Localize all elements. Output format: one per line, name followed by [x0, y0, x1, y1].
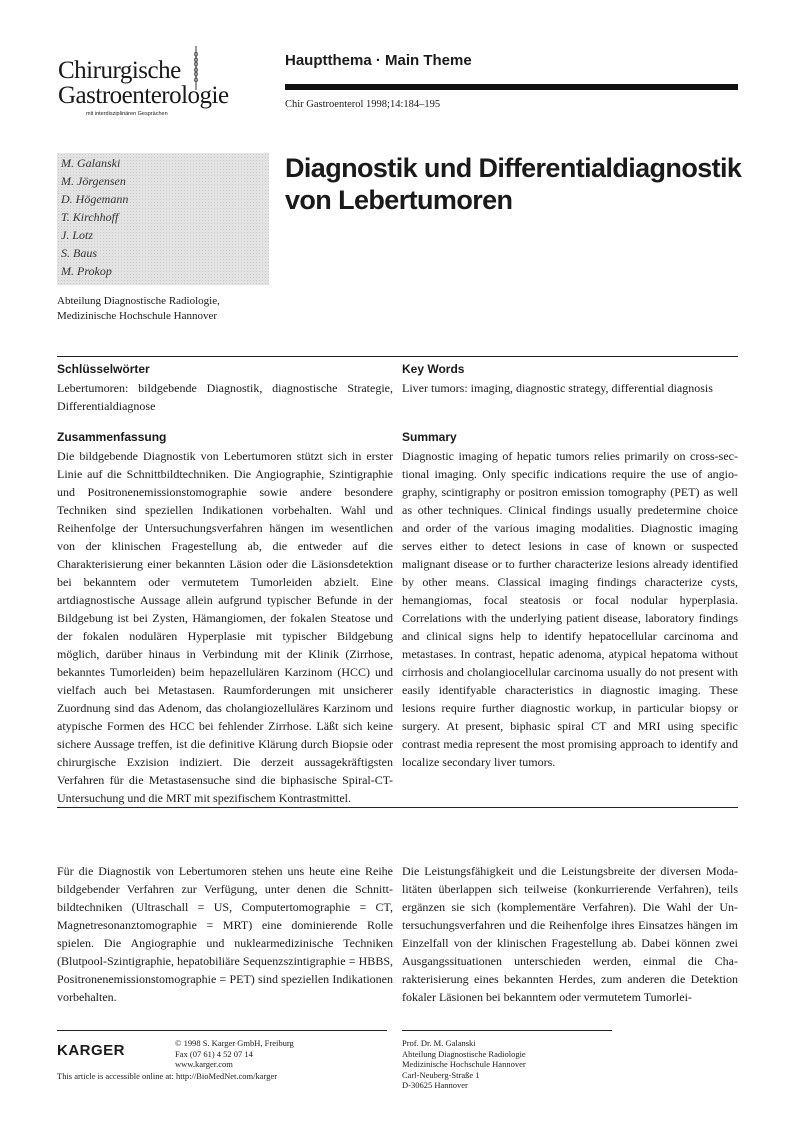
- author-name: D. Högemann: [61, 192, 129, 206]
- abstract-de-text: Die bildgebende Diagnostik von Lebertumoren stützt sich in erster Linie auf die Schnittbildtechniken. Die Angiographie, Szintigraphie und Positronenemissionstomographie sowie andere besondere Techniken sind speziellen Indikationen vorbehalten. Wahl und Reihenfolge der Untersuchungsverfahren hängen im wesentlichen von der klinischen Fragestellung ab, die entweder auf die Charakterisierung einer bekannten Läsion oder die Läsionsdetektion bei bekanntem oder vermutetem Tumorleiden abzielt. Eine artdiagnostische Aussage allein aufgrund typischer Befunde in der Bildgebung ist bei Zysten, Hämangiomen, der fokalen Steatose und der fokalen nodulären Hyperplasie mit typischer Bildgebung möglich, darüber hinaus in Verbindung mit der Klinik (Zirrhose, bekanntes Tumorleiden) beim hepazellulären Karzinom (HCC) und vielfach auch bei Metastasen. Raumforderungen mit unsicherer Zuordnung sind das Adenom, das cholangiozelluläres Karzinom und atypische Formen des HCC bei fehlender Zirrhose. Läßt sich keine sichere Aussage treffen, ist die definitive Klärung durch Biopsie oder chirurgische Exzision indiziert. Die derzeit aussagekräftigsten Verfahren für die Metastasensuche sind die biphasische Spiral-CT-Untersuchung und die MRT mit spezifischem Kontrastmittel.: [57, 449, 393, 805]
- copyright: © 1998 S. Karger GmbH, Freiburg: [175, 1038, 294, 1048]
- affiliation-line: Medizinische Hochschule Hannover: [57, 310, 218, 322]
- footer-rule: [57, 1030, 387, 1031]
- title-line: von Lebertumoren: [285, 185, 513, 215]
- karger-logo: KARGER: [57, 1042, 126, 1059]
- affiliation: [57, 294, 220, 324]
- logo-title-line1: Chirurgische: [58, 57, 181, 84]
- footer-rule: [402, 1030, 612, 1031]
- journal-logo: [58, 58, 238, 124]
- address-line: Carl-Neuberg-Straße 1: [402, 1069, 480, 1080]
- website: www.karger.com: [175, 1059, 233, 1069]
- correspondence-address: [402, 1038, 526, 1091]
- logo-title-line2: Gastroenterologie: [58, 82, 229, 109]
- keywords-en-heading: Key Words: [402, 362, 465, 376]
- author-name: M. Prokop: [61, 264, 112, 278]
- author-name: M. Jörgensen: [61, 174, 126, 188]
- online-note: This article is accessible online at: http://BioMedNet.com/karger: [57, 1071, 278, 1081]
- caduceus-icon: [188, 46, 204, 90]
- abstract-en-text: Diagnostic imaging of hepatic tumors relies primarily on cross-sectional imaging. Only specific indications require the use of angiography, scintigraphy or positron emission tomography (PET) as well as other techniques. Clinical findings usually predetermine choice and order of the various imaging modalities. Diagnostic imaging serves either to detect lesions in case of known or suspected malignant disease or to further characterize lesions already identified by other means. Classical imaging findings characterize cysts, hemangiomas, focal steatosis or focal nodular hyperplasia. Correlations with the underlying patient disease, laboratory findings and clinical signs help to identify hepatocellular carcinoma and metastases. In contrast, hepatic adenoma, atypical hepatoma without cirrhosis and cholangiocellular carcinoma usually do not present with easily identifyable characteristics in diagnostic imaging. These lesions require further diagnostic workup, in particular biopsy or surgery. At present, biphasic spiral CT and MRI using specific contrast media represent the most promising approach to identify and localize secondary liver tumors.: [402, 449, 738, 769]
- author-name: T. Kirchhoff: [61, 210, 119, 224]
- keywords-de-heading: Schlüsselwörter: [57, 362, 150, 376]
- affiliation-line: Abteilung Diagnostische Radiologie,: [57, 295, 220, 307]
- abstract-de-heading: Zusammenfassung: [57, 430, 167, 444]
- logo-subtitle: mit interdisziplinären Gesprächen: [86, 111, 168, 117]
- address-line: Abteilung Diagnostische Radiologie: [402, 1048, 526, 1059]
- section-rule: [57, 807, 738, 808]
- body-text-left: Für die Diagnostik von Lebertumoren stehen uns heute eine Reihe bildgebender Verfahren zur Verfügung, unter denen die Schnittbildtechniken (Ultraschall = US, Computertomographie = CT, Magnetresonanztomographie = MRT) eine dominierende Rolle spielen. Die Angiographie und nuklearmedizinische Techniken (Blutpool-Szintigraphie, hepatobiliäre Sequenzszintigraphie = HBBS, Positronenemissionstomographie = PET) sind speziellen Indikationen vorbehalten.: [57, 864, 393, 1004]
- address-line: D-30625 Hannover: [402, 1080, 468, 1090]
- abstract-en-heading: Summary: [402, 430, 457, 444]
- fax: Fax (07 61) 4 52 07 14: [175, 1048, 253, 1059]
- author-name: J. Lotz: [61, 228, 94, 242]
- body-text-right: Die Leistungsfähigkeit und die Leistungsbreite der diversen Modalitäten überlappen sich teilweise (konkurrierende Verfahren), teils ergänzen sie sich (komplementäre Verfahren). Die Wahl der Untersuchungsverfahren und die Reihenfolge ihres Einsatzes hängen im Einzelfall von der klinischen Fragestellung ab. Dabei können zwei Ausgangssituationen unterschieden werden, einmal die Charakterisierung eines bekannten Herdes, zum anderen die Detektion fokaler Läsionen bei bekanntem oder vermutetem Tumorlei-: [402, 864, 738, 1004]
- address-line: Prof. Dr. M. Galanski: [402, 1038, 476, 1048]
- keywords-de-text: Lebertumoren: bildgebende Diagnostik, diagnostische Strategie, Differentialdiagnose: [57, 381, 393, 413]
- citation: Chir Gastroenterol 1998;14:184–195: [285, 99, 441, 110]
- address-line: Medizinische Hochschule Hannover: [402, 1059, 526, 1069]
- publisher-info: [175, 1038, 294, 1070]
- article-title: [285, 152, 745, 216]
- author-name: S. Baus: [61, 246, 97, 260]
- header-rule: [285, 84, 738, 90]
- section-rule: [57, 356, 738, 357]
- keywords-en-text: Liver tumors: imaging, diagnostic strategy, differential diagnosis: [402, 381, 713, 395]
- main-theme-label: Hauptthema · Main Theme: [285, 52, 472, 69]
- title-line: Diagnostik und Differentialdiagnostik: [285, 153, 742, 183]
- author-name: M. Galanski: [61, 156, 121, 170]
- authors-box: [57, 153, 269, 285]
